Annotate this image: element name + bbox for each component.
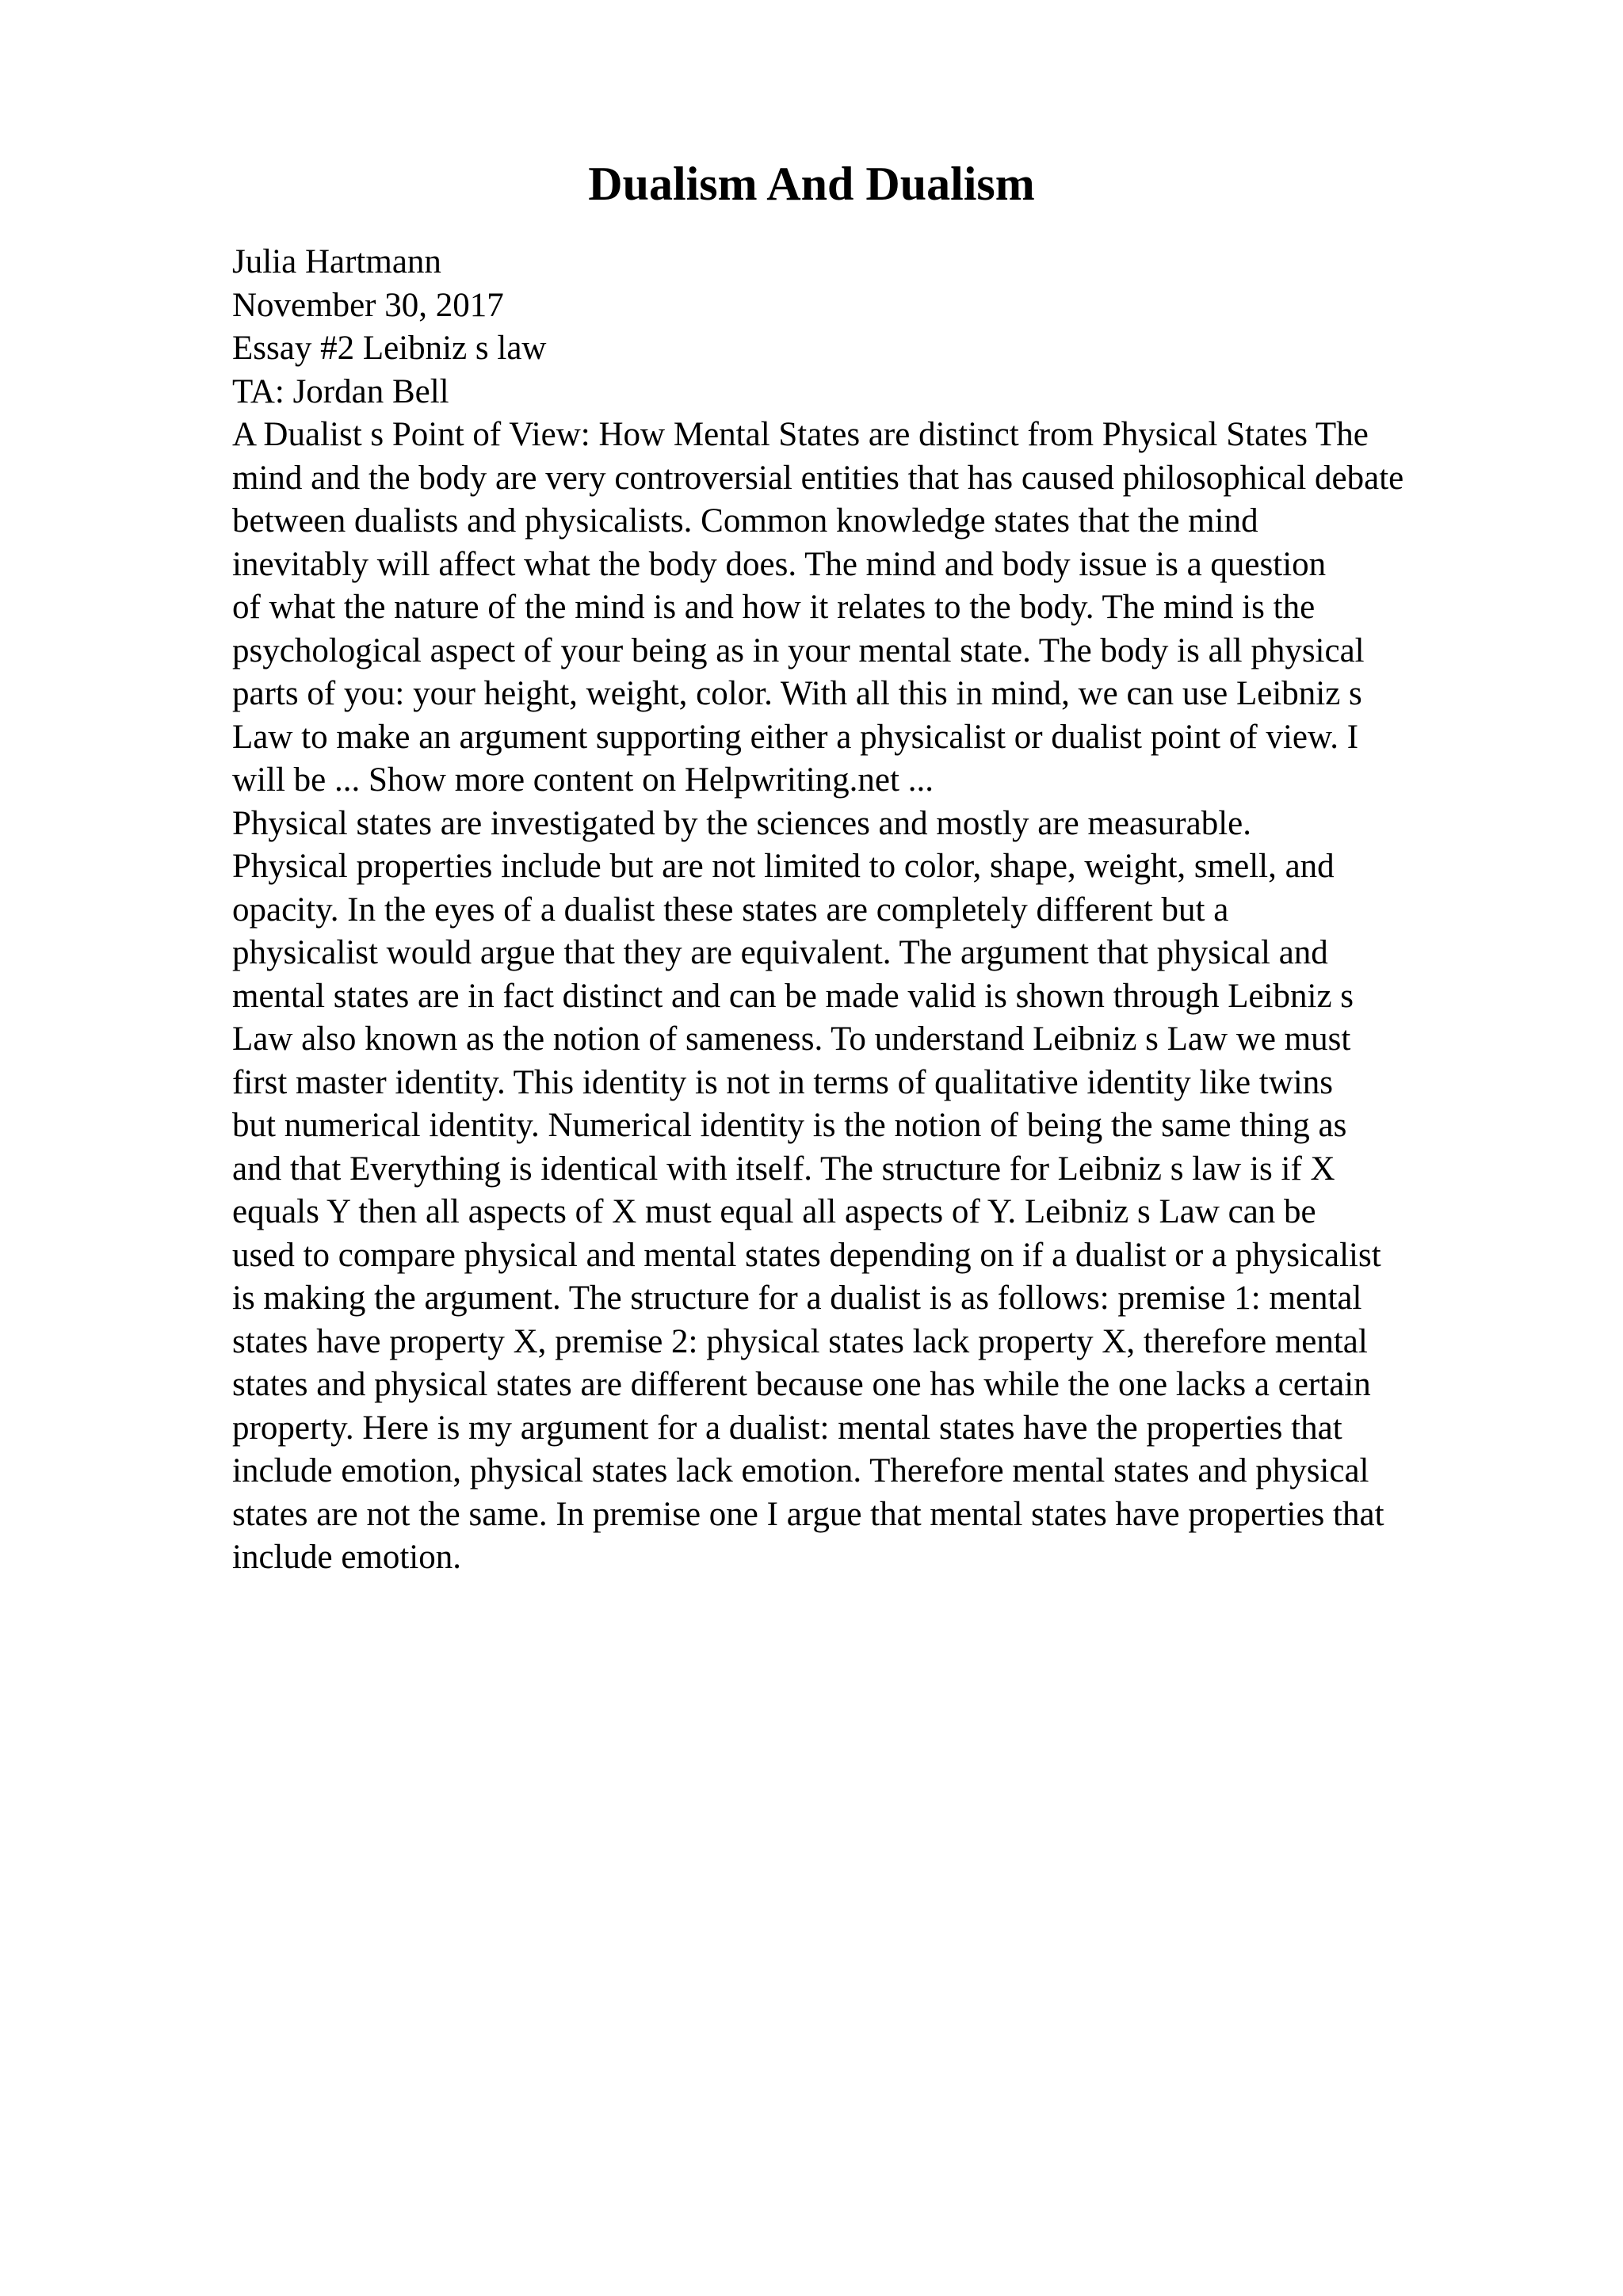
- paragraph-1-line: will be ... Show more content on Helpwriting.net ...: [232, 761, 934, 799]
- paragraph-2-line: but numerical identity. Numerical identity is the notion of being the same thing as: [232, 1107, 1347, 1144]
- paragraph-1-line: parts of you: your height, weight, color. With all this in mind, we can use Leibniz s: [232, 675, 1362, 712]
- paragraph-1-line: Law to make an argument supporting either a physicalist or dualist point of view. I: [232, 718, 1359, 756]
- paragraph-2-line: equals Y then all aspects of X must equal all aspects of Y. Leibniz s Law can be: [232, 1193, 1316, 1230]
- paragraph-2-line: Physical states are investigated by the sciences and mostly are measurable.: [232, 804, 1251, 842]
- document-body: [232, 241, 1403, 1580]
- paragraph-2-line: first master identity. This identity is not in terms of qualitative identity like twins: [232, 1063, 1333, 1101]
- paragraph-2-line: used to compare physical and mental states depending on if a dualist or a physicalist: [232, 1236, 1381, 1274]
- paragraph-2-line: states have property X, premise 2: physical states lack property X, therefore mental: [232, 1322, 1368, 1360]
- paragraph-2-line: include emotion, physical states lack emotion. Therefore mental states and physical: [232, 1452, 1369, 1489]
- author-name: Julia Hartmann: [232, 243, 441, 280]
- paragraph-2-line: Physical properties include but are not limited to color, shape, weight, smell, and: [232, 848, 1335, 885]
- paragraph-2-line: and that Everything is identical with itself. The structure for Leibniz s law is if X: [232, 1150, 1335, 1188]
- document-header: [232, 241, 1403, 414]
- paragraph-1-line: of what the nature of the mind is and how it relates to the body. The mind is the: [232, 589, 1316, 626]
- paragraph-1: [232, 414, 1403, 803]
- paragraph-2-line: states and physical states are different because one has while the one lacks a certain: [232, 1366, 1371, 1403]
- paragraph-1-line: psychological aspect of your being as in your mental state. The body is all physical: [232, 631, 1365, 669]
- essay-label: Essay #2 Leibniz s law: [232, 330, 547, 367]
- paragraph-1-line: inevitably will affect what the body does. The mind and body issue is a question: [232, 545, 1327, 583]
- paragraph-2-line: Law also known as the notion of sameness. To understand Leibniz s Law we must: [232, 1020, 1351, 1058]
- paragraph-2-line: mental states are in fact distinct and can be made valid is shown through Leibniz s: [232, 977, 1354, 1015]
- page-title: Dualism And Dualism: [588, 158, 1035, 210]
- paragraph-2-line: property. Here is my argument for a dualist: mental states have the properties that: [232, 1409, 1342, 1447]
- ta-name: TA: Jordan Bell: [232, 372, 449, 410]
- paragraph-2-line: states are not the same. In premise one I argue that mental states have properties that: [232, 1495, 1384, 1533]
- paragraph-2-line: physicalist would argue that they are equivalent. The argument that physical and: [232, 934, 1328, 971]
- paragraph-2-line: include emotion.: [232, 1539, 461, 1576]
- document-date: November 30, 2017: [232, 286, 504, 324]
- paragraph-2-line: opacity. In the eyes of a dualist these states are completely different but a: [232, 891, 1229, 929]
- paragraph-1-line: A Dualist s Point of View: How Mental States are distinct from Physical States The: [232, 416, 1369, 453]
- paragraph-2-line: is making the argument. The structure for a dualist is as follows: premise 1: mental: [232, 1280, 1362, 1317]
- paragraph-1-line: mind and the body are very controversial entities that has caused philosophical debate: [232, 459, 1404, 497]
- paragraph-1-line: between dualists and physicalists. Common knowledge states that the mind: [232, 502, 1258, 540]
- paragraph-2: [232, 803, 1403, 1580]
